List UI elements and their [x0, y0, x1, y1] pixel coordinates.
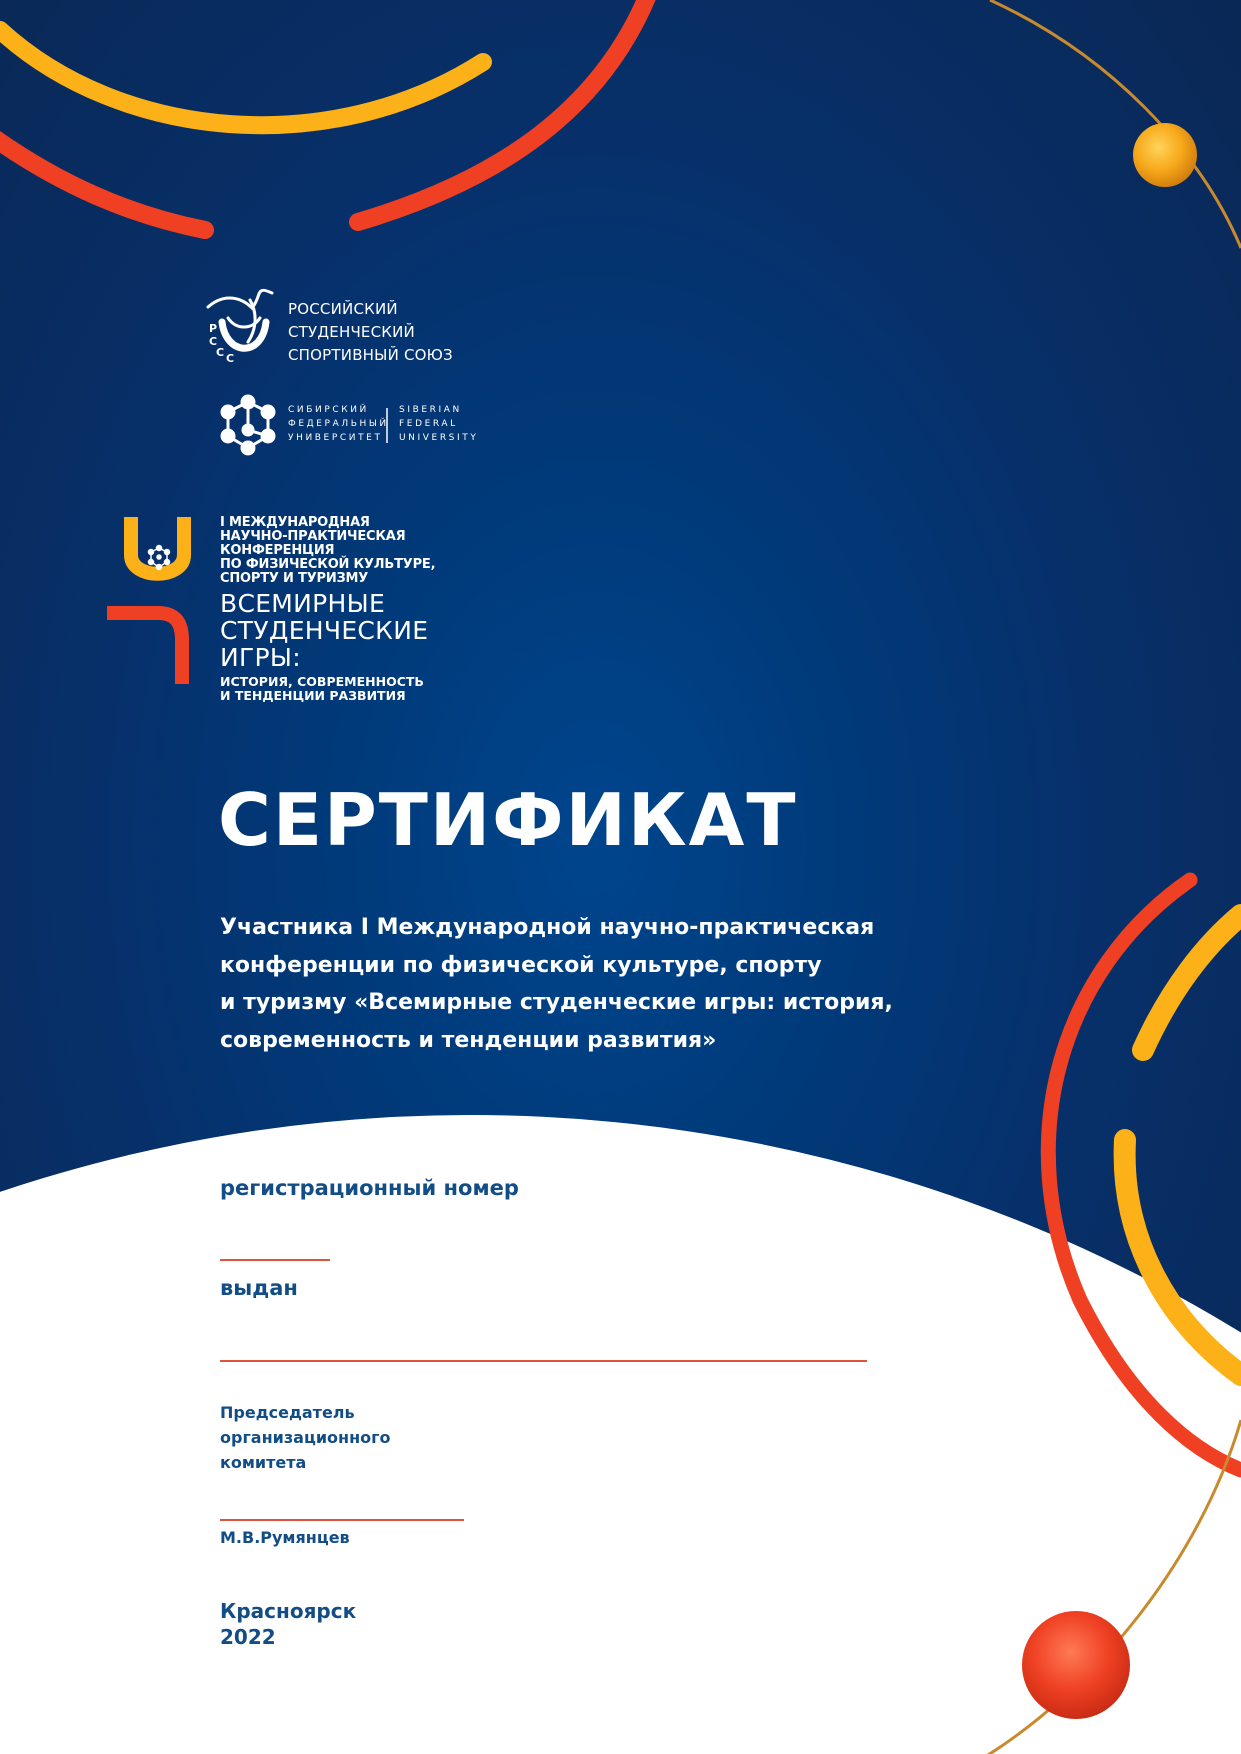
conference-top-line: СПОРТУ И ТУРИЗМУ: [220, 571, 369, 586]
issued-to-label: выдан: [220, 1276, 298, 1300]
conference-title-line: ВСЕМИРНЫЕ: [220, 589, 386, 618]
sfu-en-line: SIBERIAN: [399, 405, 462, 415]
top-left-yellow-arc: [0, 30, 483, 125]
orbit-ball-yellow: [1133, 123, 1197, 187]
conference-emblem-icon: [107, 517, 184, 684]
chair-line: Председатель: [220, 1403, 355, 1422]
certificate-description: [220, 909, 920, 1059]
conference-sub-line: И ТЕНДЕНЦИИ РАЗВИТИЯ: [220, 688, 406, 703]
year: 2022: [220, 1625, 276, 1649]
top-left-red-arc-left: [0, 135, 205, 230]
signer-name: М.В.Румянцев: [220, 1528, 350, 1547]
conference-top-line: I МЕЖДУНАРОДНАЯ: [220, 515, 370, 530]
sfu-ru-line: ФЕДЕРАЛЬНЫЙ: [288, 419, 389, 429]
sfu-molecule-icon: [222, 396, 274, 454]
certificate-title: СЕРТИФИКАТ: [218, 778, 798, 862]
issued-to-line: [220, 1360, 867, 1362]
city-year: [220, 1598, 356, 1650]
sfu-logo-text-ru: [288, 403, 389, 445]
conference-top-line: НАУЧНО-ПРАКТИЧЕСКАЯ КОНФЕРЕНЦИЯ: [220, 529, 406, 558]
registration-number-line: [220, 1259, 330, 1261]
svg-text:Р: Р: [209, 322, 218, 335]
svg-text:С: С: [216, 346, 225, 359]
sfu-logo-text-en: [399, 403, 478, 445]
right-yellow-arc-upper: [1143, 915, 1241, 1050]
svg-text:С: С: [209, 335, 218, 348]
rssu-bird-icon: [208, 290, 272, 348]
signature-line: [220, 1519, 464, 1521]
rssu-logo-text: [288, 298, 453, 367]
conference-sub-line: ИСТОРИЯ, СОВРЕМЕННОСТЬ: [220, 674, 424, 689]
sfu-en-line: FEDERAL: [399, 419, 458, 429]
sfu-en-line: UNIVERSITY: [399, 433, 479, 443]
chair-line: организационного: [220, 1428, 391, 1447]
top-right-orbit: [990, 0, 1241, 248]
description-line: Участника I Международной научно-практическая: [220, 915, 875, 940]
sfu-ru-line: СИБИРСКИЙ: [288, 405, 369, 415]
chair-title: [220, 1400, 390, 1475]
conference-title-line: СТУДЕНЧЕСКИЕ: [220, 616, 429, 645]
description-line: и туризму «Всемирные студенческие игры: история,: [220, 990, 893, 1015]
rssu-line: СПОРТИВНЫЙ СОЮЗ: [288, 346, 453, 364]
rssu-line: СТУДЕНЧЕСКИЙ: [288, 323, 415, 341]
svg-text:С: С: [226, 352, 235, 365]
conference-logo-text: [220, 516, 520, 703]
orbit-ball-red: [1022, 1611, 1130, 1719]
chair-line: комитета: [220, 1453, 307, 1472]
rssu-line: РОССИЙСКИЙ: [288, 300, 398, 318]
city: Красноярск: [220, 1599, 357, 1623]
description-line: современность и тенденции развития»: [220, 1027, 717, 1053]
conference-title-line: ИГРЫ:: [220, 643, 302, 672]
sfu-ru-line: УНИВЕРСИТЕТ: [288, 433, 383, 443]
description-line: конференции по физической культуре, спорту: [220, 952, 822, 978]
conference-top-line: ПО ФИЗИЧЕСКОЙ КУЛЬТУРЕ,: [220, 557, 436, 572]
registration-number-label: регистрационный номер: [220, 1176, 519, 1200]
